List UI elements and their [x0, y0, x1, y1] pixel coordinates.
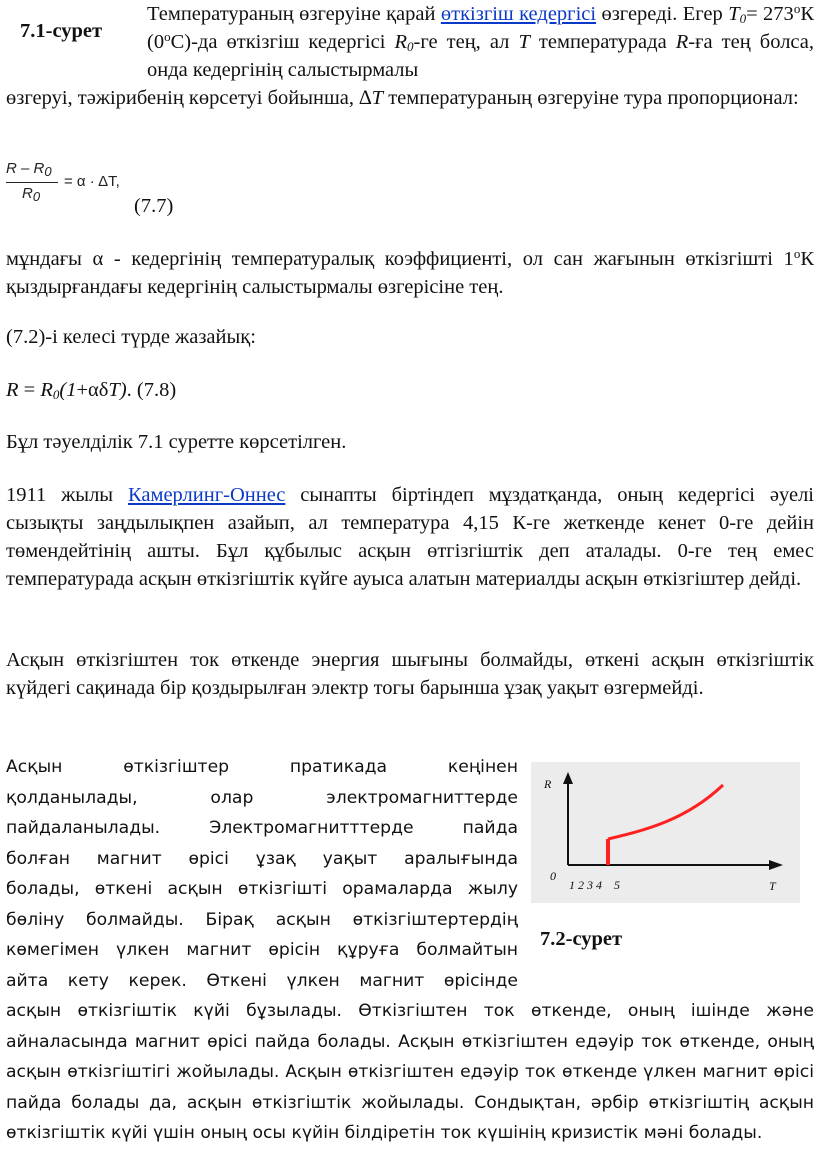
paragraph-rewrite: (7.2)-і келесі түрде жазайық:	[6, 326, 256, 348]
x-tick-2: 2	[578, 878, 584, 892]
figure-7-2	[531, 762, 800, 903]
fraction-bar	[6, 182, 58, 183]
x-axis-label: T	[769, 879, 776, 893]
y-axis-arrow	[563, 772, 573, 784]
x-tick-5: 5	[614, 878, 620, 892]
formula-7-7: R – $R_0$ $R_0$ = α · ΔT, (7.7)	[6, 160, 206, 220]
figure-7-1-caption: 7.1-сурет	[20, 20, 103, 42]
paragraph-intro-lines: Температураның өзгеруіне қарай өткізгіш кедергісі өзгереді. Егер $T_0= 273^оК$ $(0^оС)-да$ өткізгіш кедергісі $R_0-ге$ тең, ал T температурада R-ға тең болса, онда кедергінің салыстырмалы	[147, 1, 814, 81]
conductor-resistance-link[interactable]: өткізгіш кедергісі	[440, 3, 597, 25]
paragraph-applications-full: асқын өткізгіштік күйі бұзылады. Өткізгіштен ток өткенде, оның ішінде және айналасында магнит өрісі пайда болады. Асқын өткізгіштен едәуір ток өткенде, оның асқын өткізгіштігі жойылады. Асқын өткізгіштен едәуір ток өткенде үлкен магнит өрісі пайда болады да, асқын өткізгіштік жойылады. Сондықтан, әрбір өткізгіштің асқын өткізгіштік күйі үшін оның осы күйін білдіретін ток күшінің кризистік мәні болады.	[6, 1001, 814, 1143]
paragraph-applications-narrow: Асқын өткізгіштер пратикада кеңінен қолданылады, олар электромагниттерде пайдаланылады. Электромагнитттерде пайда болған магнит өрісі ұзақ уақыт аралығында болады, өткені асқын өткізгішті орамаларда жылу бөліну болмайды. Бірақ асқын өткізгіштертердің көмегімен үлкен магнит өрісін құруға болмайтын айта кету керек. Өткені үлкен магнит өрісінде	[6, 757, 518, 991]
paragraph-kamerlingh-onnes: 1911 жылы Камерлинг-Оннес сынапты біртіндеп мұздатқанда, оның кедергісі әуелі сызықты заңдылықпен азайып, ал температура 4,15 К-ге жеткенде кенет 0-ге дейін төмендейтінің ашты. Бұл құбылыс асқын өтгізгіштік деп аталады. 0-ге тең емес температурада асқын өткізгіштік күйге ауыса алатын материалды асқын өткізгіштер дейді.	[6, 484, 815, 590]
y-axis-label: R	[544, 777, 552, 791]
equation-number-7-7: (7.7)	[134, 195, 174, 217]
figure-7-2-caption: 7.2-сурет	[540, 928, 623, 950]
formula-7-8: $R = R_0(1+\alpha\delta T)$. (7.8)	[6, 379, 177, 402]
paragraph-alpha-definition: мұндағы α - кедергінің температуралық коэффициенті, ол сан жағынын өткізгішті $1^оК$ қыздырғандағы кедергінің салыстырмалы өзгерісіне тең.	[6, 246, 814, 298]
x-tick-1: 1	[569, 878, 575, 892]
paragraph-dependency: Бұл тәуелділік 7.1 суретте көрсетілген.	[6, 431, 347, 453]
resistance-curve	[608, 785, 723, 839]
paragraph-intro-continued: өзгеруі, тәжірибенің көрсетуі бойынша, ∆T температураның өзгеруіне тура пропорционал:	[6, 87, 799, 109]
x-tick-4: 4	[596, 878, 602, 892]
kamerlingh-onnes-link[interactable]: Камерлинг-Оннес	[127, 484, 286, 506]
origin-label: 0	[550, 869, 556, 883]
resistance-temperature-graph	[531, 762, 800, 903]
x-tick-3: 3	[587, 878, 593, 892]
paragraph-no-energy-loss: Асқын өткізгіштен ток өткенде энергия шығыны болмайды, өткені асқын өткізгіштік күйдегі сақинада бір қоздырылған электр тогы барынша ұзақ уақыт өзгермейді.	[6, 649, 814, 699]
x-axis-arrow	[769, 860, 783, 870]
